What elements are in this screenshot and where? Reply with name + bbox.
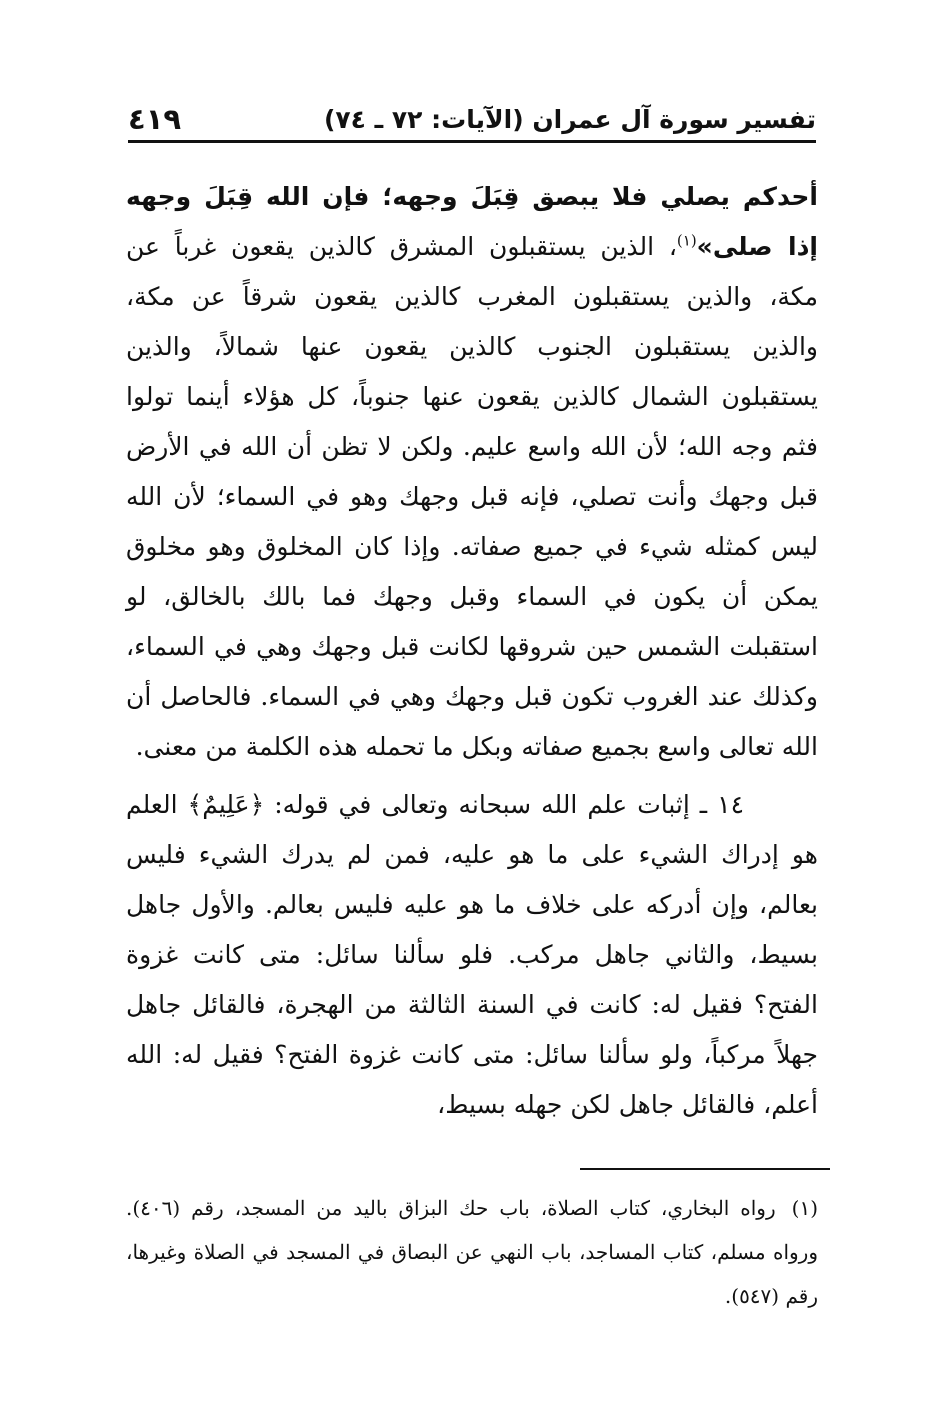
paragraph-hadith-continuation: [126, 172, 818, 772]
running-title: تفسير سورة آل عمران (الآيات: ٧٢ ـ ٧٤): [323, 105, 816, 134]
footnote-separator: [580, 1168, 830, 1170]
page-number: ٤١٩: [128, 102, 182, 136]
footnote-item: [126, 1186, 818, 1318]
footnote-text: رواه البخاري، كتاب الصلاة، باب حك البزاق باليد من المسجد، رقم (٤٠٦). ورواه مسلم، كتاب المساجد، باب النهي عن البصاق في المسجد في الصلاة وغيرها، رقم (٥٤٧).: [126, 1196, 818, 1308]
paragraph-text: ، الذين يستقبلون المشرق كالذين يقعون غرباً عن مكة، والذين يستقبلون المغرب كالذين يقعون شرقاً عن مكة، والذين يستقبلون الجنوب كالذين يقعون عنها شمالاً، والذين يستقبلون الشمال كالذين يقعون عنها جنوباً، كل هؤلاء أينما تولوا فثم وجه الله؛ لأن الله واسع عليم. ولكن لا تظن أن الله في الأرض قبل وجهك وأنت تصلي، فإنه قبل وجهك وهو في السماء؛ لأن الله ليس كمثله شيء في جميع صفاته. وإذا كان المخلوق وهو مخلوق يمكن أن يكون في السماء وقبل وجهك فما بالك بالخالق، لو استقبلت الشمس حين شروقها لكانت قبل وجهك وهي في السماء، وكذلك عند الغروب تكون قبل وجهك وهي في السماء. فالحاصل أن الله تعالى واسع بجميع صفاته وبكل ما تحمله هذه الكلمة من معنى.: [126, 232, 818, 761]
footnote-number: (١): [791, 1196, 818, 1220]
footnotes: [126, 1186, 818, 1318]
page-header: [128, 96, 816, 143]
paragraph-knowledge: ١٤ ـ إثبات علم الله سبحانه وتعالى في قوله: ﴿عَلِيمٌ﴾ العلم هو إدراك الشيء على ما هو عليه، فمن لم يدرك الشيء فليس بعالم، وإن أدركه على خلاف ما هو عليه فليس بعالم. والأول جاهل بسيط، والثاني جاهل مركب. فلو سألنا سائل: متى كانت غزوة الفتح؟ فقيل له: كانت في السنة الثالثة من الهجرة، فالقائل جاهل جهلاً مركباً، ولو سألنا سائل: متى كانت غزوة الفتح؟ فقيل له: الله أعلم، فالقائل جاهل لكن جهله بسيط،: [126, 790, 818, 1119]
footnote-reference: (١): [676, 231, 697, 250]
hadith-quote: أحدكم يصلي فلا يبصق قِبَلَ وجهه؛ فإن الله قِبَلَ وجهه إذا صلى»: [126, 182, 818, 261]
main-text: [126, 172, 818, 1130]
